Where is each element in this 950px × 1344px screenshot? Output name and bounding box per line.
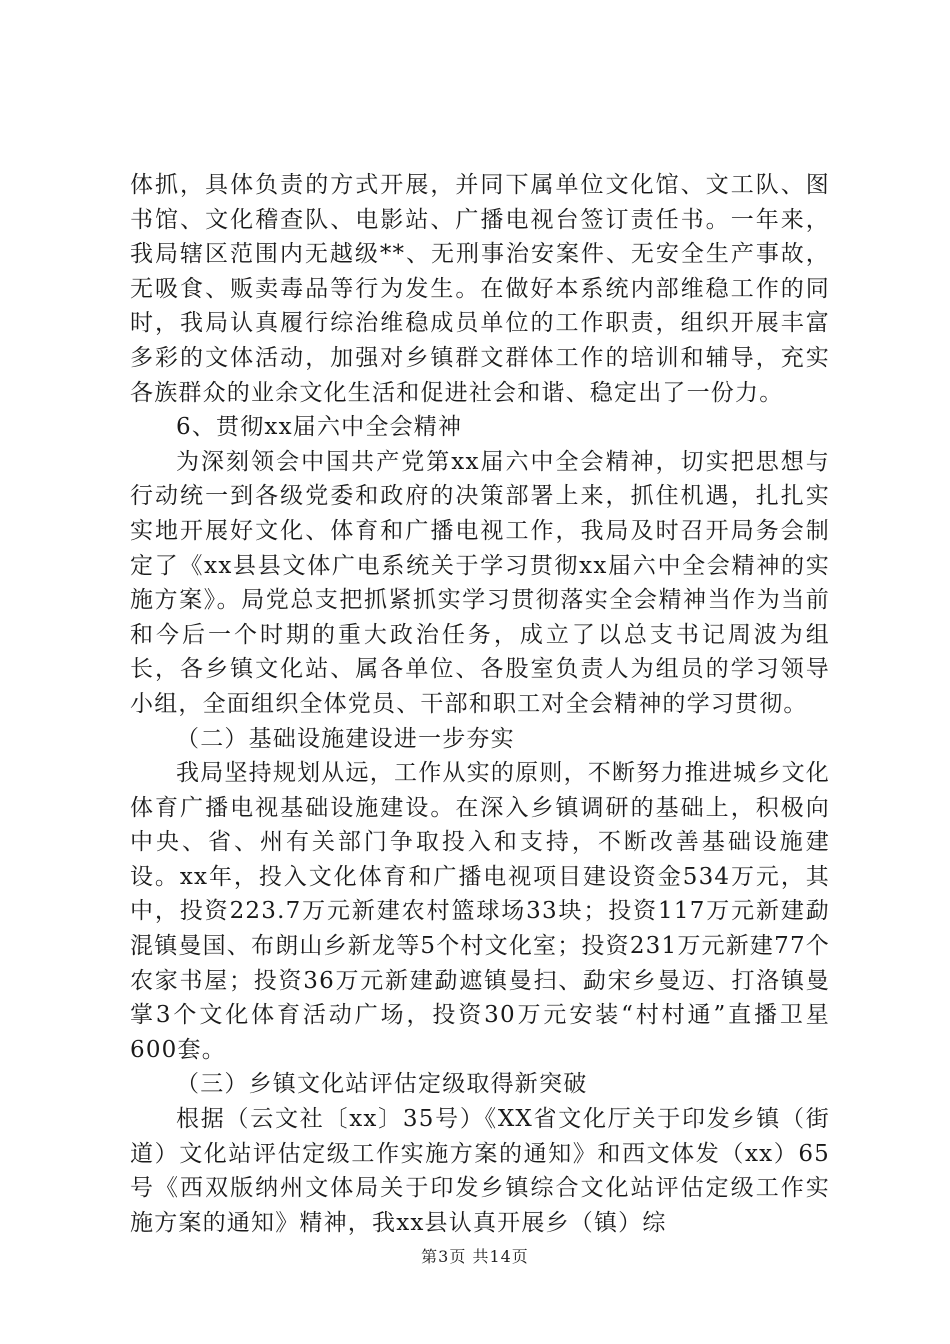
paragraph-continuation: 体抓，具体负责的方式开展，并同下属单位文化馆、文工队、图书馆、文化稽查队、电影站、广播电视台签订责任书。一年来，我局辖区范围内无越级**、无刑事治安案件、无安全生产事故，无吸食、贩卖毒品等行为发生。在做好本系统内部维稳工作的同时，我局认真履行综治维稳成员单位的工作职责，组织开展丰富多彩的文体活动，加强对乡镇群文群体工作的培训和辅导，充实各族群众的业余文化生活和促进社会和谐、稳定出了一份力。 (130, 172, 830, 406)
section-heading-6: 6、贯彻xx届六中全会精神 (176, 414, 463, 441)
section-heading-cultural-station: （三）乡镇文化站评估定级取得新突破 (176, 1071, 588, 1098)
paragraph-plenary-spirit: 为深刻领会中国共产党第xx届六中全会精神，切实把思想与行动统一到各级党委和政府的决策部署上来，抓住机遇，扎扎实实地开展好文化、体育和广播电视工作，我局及时召开局务会制定了《xx县县文体广电系统关于学习贯彻xx届六中全会精神的实施方案》。局党总支把抓紧抓实学习贯彻落实全会精神当作为当前和今后一个时期的重大政治任务，成立了以总支书记周波为组长，各乡镇文化站、属各单位、各股室负责人为组员的学习领导小组，全面组织全体党员、干部和职工对全会精神的学习贯彻。 (130, 448, 830, 717)
paragraph-infrastructure: 我局坚持规划从远，工作从实的原则，不断努力推进城乡文化体育广播电视基础设施建设。在深入乡镇调研的基础上，积极向中央、省、州有关部门争取投入和支持，不断改善基础设施建设。xx年，投入文化体育和广播电视项目建设资金534万元，其中，投资223.7万元新建农村篮球场33块；投资117万元新建勐混镇曼国、布朗山乡新龙等5个村文化室；投资231万元新建77个农家书屋；投资36万元新建勐遮镇曼扫、勐宋乡曼迈、打洛镇曼掌3个文化体育活动广场，投资30万元安装“村村通”直播卫星600套。 (130, 760, 830, 1063)
page-number-footer: 第3页 共14页 (421, 1247, 529, 1266)
document-body (130, 168, 830, 1240)
section-heading-infrastructure: （二）基础设施建设进一步夯实 (176, 725, 515, 752)
paragraph-cultural-station: 根据（云文社〔xx〕35号）《XX省文化厅关于印发乡镇（街道）文化站评估定级工作实施方案的通知》和西文体发（xx）65号《西双版纳州文体局关于印发乡镇综合文化站评估定级工作实施方案的通知》精神，我xx县认真开展乡（镇）综 (130, 1106, 830, 1236)
